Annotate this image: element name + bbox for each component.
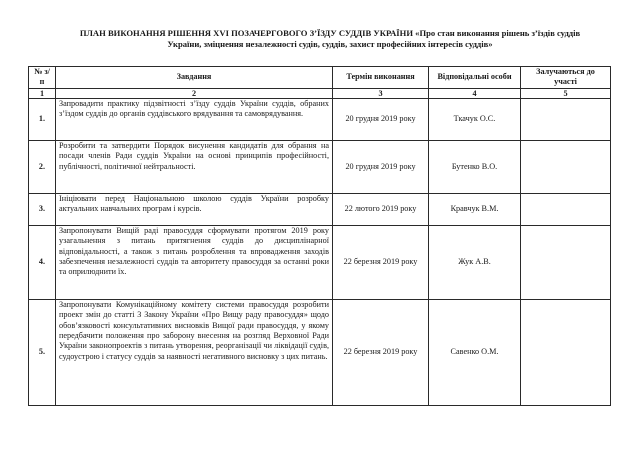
table-row xyxy=(29,225,611,299)
row-involved xyxy=(521,193,611,225)
row-responsible: Жук А.В. xyxy=(429,225,521,299)
plan-table xyxy=(28,66,611,406)
header-term: Термін виконання xyxy=(333,67,429,89)
row-involved xyxy=(521,225,611,299)
row-term: 20 грудня 2019 року xyxy=(333,98,429,140)
row-term: 22 лютого 2019 року xyxy=(333,193,429,225)
table-header-row xyxy=(29,67,611,89)
document-title: ПЛАН ВИКОНАННЯ РІШЕННЯ XVI ПОЗАЧЕРГОВОГО З’ЇЗДУ СУДДІВ УКРАЇНИ «Про стан виконання рішень з’їздів суддів України, зміцнення незалежності судів, суддів, захист професійних інтересів суддів» xyxy=(79,28,581,49)
header-responsible: Відповідальні особи xyxy=(429,67,521,89)
row-number: 5. xyxy=(29,299,56,405)
row-task: Запропонувати Вищій раді правосуддя сформувати протягом 2019 року узагальнення з питань притягнення суддів до дисциплінарної відповідальності, а також з питань розроблення та впровадження заходів забезпечення незалежності суддів та авторитету правосуддя за останні роки та оприлюднити їх. xyxy=(56,225,333,299)
row-number: 3. xyxy=(29,193,56,225)
row-responsible: Бутенко В.О. xyxy=(429,140,521,193)
row-number: 4. xyxy=(29,225,56,299)
table-row xyxy=(29,98,611,140)
column-number: 5 xyxy=(521,88,611,98)
row-involved xyxy=(521,140,611,193)
table-row xyxy=(29,193,611,225)
header-involved: Залучаються до участі xyxy=(521,67,611,89)
row-responsible: Савенко О.М. xyxy=(429,299,521,405)
row-term: 22 березня 2019 року xyxy=(333,299,429,405)
column-number: 3 xyxy=(333,88,429,98)
column-number: 4 xyxy=(429,88,521,98)
row-term: 20 грудня 2019 року xyxy=(333,140,429,193)
row-responsible: Кравчук В.М. xyxy=(429,193,521,225)
column-number: 1 xyxy=(29,88,56,98)
column-number: 2 xyxy=(56,88,333,98)
row-number: 2. xyxy=(29,140,56,193)
row-task: Ініціювати перед Національною школою суддів України розробку актуальних навчальних програм і курсів. xyxy=(56,193,333,225)
column-numbers-row xyxy=(29,88,611,98)
header-number: № з/п xyxy=(29,67,56,89)
table-row xyxy=(29,299,611,405)
row-task: Запровадити практику підзвітності з’їзду суддів України суддів, обраних з’їздом суддів до органів суддівського врядування та самоврядування. xyxy=(56,98,333,140)
header-task: Завдання xyxy=(56,67,333,89)
row-task: Розробити та затвердити Порядок висунення кандидатів для обрання на посади членів Ради суддів України на основі принципів професійності, публічності, політичної нейтральності. xyxy=(56,140,333,193)
row-term: 22 березня 2019 року xyxy=(333,225,429,299)
row-involved xyxy=(521,299,611,405)
row-task: Запропонувати Комунікаційному комітету системи правосуддя розробити проект змін до статті 3 Закону України «Про Вищу раду правосуддя» щодо обов’язковості консультативних висновків Вищої ради правосуддя, у якому передбачити положення про заборону внесення на розгляд Верховної Ради України законопроектів з питань утворення, реорганізації чи ліквідації судів, судоустрою і статусу суддів за наявності негативного висновку з цих питань. xyxy=(56,299,333,405)
row-responsible: Ткачук О.С. xyxy=(429,98,521,140)
table-row xyxy=(29,140,611,193)
row-involved xyxy=(521,98,611,140)
row-number: 1. xyxy=(29,98,56,140)
